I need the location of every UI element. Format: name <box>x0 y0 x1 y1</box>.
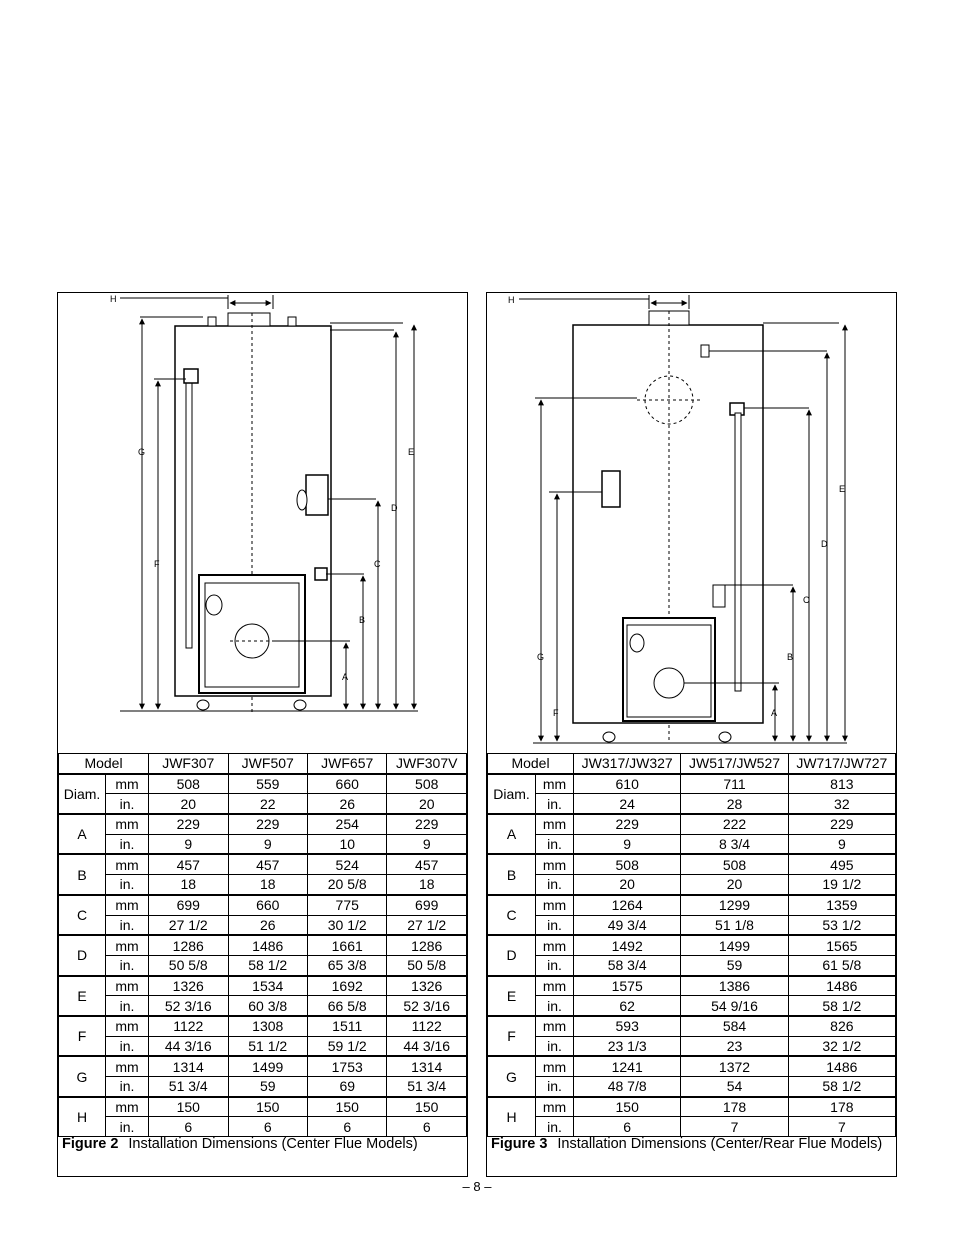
table-row <box>59 1077 467 1097</box>
dimension-label: C <box>488 895 536 935</box>
dimension-label: E <box>488 976 536 1016</box>
value-cell: 660 <box>228 895 307 915</box>
unit-cell: mm <box>536 774 574 794</box>
table-row <box>59 976 467 996</box>
value-cell: 58 3/4 <box>574 955 681 975</box>
model-column-header: JWF307 <box>149 754 228 774</box>
dimension-label: D <box>488 935 536 975</box>
dim-label-f: F <box>553 708 559 718</box>
unit-cell: in. <box>536 915 574 935</box>
dim-label-c: C <box>374 559 381 569</box>
table-row <box>488 854 896 874</box>
unit-cell: mm <box>106 774 149 794</box>
value-cell: 24 <box>574 794 681 814</box>
value-cell: 1661 <box>307 935 386 955</box>
value-cell: 610 <box>574 774 681 794</box>
dimension-label: B <box>59 854 106 894</box>
table-row <box>488 895 896 915</box>
value-cell: 150 <box>387 1097 467 1117</box>
value-cell: 559 <box>228 774 307 794</box>
value-cell: 18 <box>228 875 307 895</box>
figure-number: Figure 3 <box>491 1136 548 1152</box>
unit-cell: mm <box>106 895 149 915</box>
value-cell: 699 <box>149 895 228 915</box>
value-cell: 1492 <box>574 935 681 955</box>
dim-label-b: B <box>359 615 366 625</box>
value-cell: 65 3/8 <box>307 955 386 975</box>
unit-cell: in. <box>536 875 574 895</box>
value-cell: 508 <box>574 854 681 874</box>
value-cell: 150 <box>574 1097 681 1117</box>
value-cell: 229 <box>387 814 467 834</box>
table-row <box>488 794 896 814</box>
unit-cell: mm <box>536 854 574 874</box>
value-cell: 59 <box>228 1077 307 1097</box>
dim-label-b: B <box>787 652 794 662</box>
value-cell: 69 <box>307 1077 386 1097</box>
unit-cell: mm <box>536 1097 574 1117</box>
value-cell: 1286 <box>387 935 467 955</box>
value-cell: 1499 <box>681 935 788 955</box>
value-cell: 584 <box>681 1016 788 1036</box>
dimension-label: B <box>488 854 536 894</box>
unit-cell: mm <box>106 976 149 996</box>
value-cell: 51 1/2 <box>228 1036 307 1056</box>
unit-cell: mm <box>536 895 574 915</box>
value-cell: 222 <box>681 814 788 834</box>
unit-cell: in. <box>536 1117 574 1137</box>
value-cell: 52 3/16 <box>149 996 228 1016</box>
table-row <box>488 774 896 794</box>
center-rear-flue-heater-diagram <box>487 293 895 753</box>
value-cell: 28 <box>681 794 788 814</box>
value-cell: 54 <box>681 1077 788 1097</box>
dimension-label: C <box>59 895 106 935</box>
figure-title: Installation Dimensions (Center Flue Models) <box>128 1136 418 1152</box>
dimension-label: Diam. <box>488 774 536 814</box>
value-cell: 59 <box>681 955 788 975</box>
value-cell: 229 <box>228 814 307 834</box>
value-cell: 58 1/2 <box>788 1077 895 1097</box>
unit-cell: in. <box>106 915 149 935</box>
model-header: Model <box>488 754 574 774</box>
dimensions-table-right <box>487 753 896 1137</box>
figure-title: Installation Dimensions (Center/Rear Flue Models) <box>557 1136 883 1152</box>
value-cell: 593 <box>574 1016 681 1036</box>
value-cell: 50 5/8 <box>149 955 228 975</box>
unit-cell: mm <box>106 814 149 834</box>
value-cell: 23 <box>681 1036 788 1056</box>
unit-cell: in. <box>536 834 574 854</box>
value-cell: 26 <box>307 794 386 814</box>
table-row <box>488 996 896 1016</box>
value-cell: 711 <box>681 774 788 794</box>
table-row <box>488 1077 896 1097</box>
dimension-label: D <box>59 935 106 975</box>
dim-label-h: H <box>508 295 515 305</box>
dimension-label: H <box>59 1097 106 1137</box>
value-cell: 49 3/4 <box>574 915 681 935</box>
unit-cell: in. <box>106 1036 149 1056</box>
table-header-row <box>488 754 896 774</box>
unit-cell: mm <box>536 935 574 955</box>
value-cell: 7 <box>681 1117 788 1137</box>
value-cell: 20 5/8 <box>307 875 386 895</box>
value-cell: 20 <box>149 794 228 814</box>
value-cell: 524 <box>307 854 386 874</box>
unit-cell: in. <box>106 955 149 975</box>
page-number: – 8 – <box>462 1179 492 1194</box>
table-row <box>488 1016 896 1036</box>
dim-label-d: D <box>391 503 398 513</box>
unit-cell: in. <box>106 794 149 814</box>
value-cell: 9 <box>574 834 681 854</box>
table-row <box>488 915 896 935</box>
value-cell: 775 <box>307 895 386 915</box>
unit-cell: in. <box>536 794 574 814</box>
value-cell: 50 5/8 <box>387 955 467 975</box>
table-row <box>59 955 467 975</box>
dimension-label: A <box>59 814 106 854</box>
value-cell: 51 3/4 <box>149 1077 228 1097</box>
value-cell: 6 <box>228 1117 307 1137</box>
value-cell: 1314 <box>149 1056 228 1076</box>
table-row <box>59 1056 467 1076</box>
table-row <box>59 1117 467 1137</box>
value-cell: 1499 <box>228 1056 307 1076</box>
value-cell: 254 <box>307 814 386 834</box>
value-cell: 1486 <box>788 976 895 996</box>
value-cell: 813 <box>788 774 895 794</box>
value-cell: 1122 <box>149 1016 228 1036</box>
value-cell: 229 <box>788 814 895 834</box>
table-row <box>488 834 896 854</box>
table-row <box>59 915 467 935</box>
unit-cell: in. <box>106 996 149 1016</box>
figure-2-panel <box>57 292 468 1177</box>
dim-label-e: E <box>839 484 846 494</box>
table-row <box>59 814 467 834</box>
value-cell: 58 1/2 <box>228 955 307 975</box>
dim-label-e: E <box>408 447 415 457</box>
value-cell: 26 <box>228 915 307 935</box>
value-cell: 51 1/8 <box>681 915 788 935</box>
dim-label-a: A <box>342 672 349 682</box>
value-cell: 6 <box>387 1117 467 1137</box>
table-row <box>488 814 896 834</box>
unit-cell: mm <box>106 854 149 874</box>
model-column-header: JWF307V <box>387 754 467 774</box>
dimension-label: A <box>488 814 536 854</box>
value-cell: 1299 <box>681 895 788 915</box>
value-cell: 826 <box>788 1016 895 1036</box>
center-flue-heater-diagram <box>58 293 466 753</box>
value-cell: 44 3/16 <box>149 1036 228 1056</box>
value-cell: 48 7/8 <box>574 1077 681 1097</box>
dim-label-a: A <box>771 708 778 718</box>
value-cell: 32 <box>788 794 895 814</box>
model-column-header: JWF657 <box>307 754 386 774</box>
unit-cell: mm <box>536 1016 574 1036</box>
value-cell: 51 3/4 <box>387 1077 467 1097</box>
value-cell: 9 <box>387 834 467 854</box>
value-cell: 1359 <box>788 895 895 915</box>
value-cell: 1534 <box>228 976 307 996</box>
table-row <box>59 834 467 854</box>
figure-caption <box>62 1135 461 1154</box>
dimension-label: F <box>59 1016 106 1056</box>
value-cell: 22 <box>228 794 307 814</box>
value-cell: 18 <box>149 875 228 895</box>
value-cell: 660 <box>307 774 386 794</box>
table-row <box>59 1036 467 1056</box>
value-cell: 1314 <box>387 1056 467 1076</box>
value-cell: 150 <box>307 1097 386 1117</box>
value-cell: 30 1/2 <box>307 915 386 935</box>
value-cell: 52 3/16 <box>387 996 467 1016</box>
table-row <box>488 1036 896 1056</box>
value-cell: 1241 <box>574 1056 681 1076</box>
value-cell: 457 <box>149 854 228 874</box>
unit-cell: in. <box>106 1117 149 1137</box>
unit-cell: mm <box>106 1016 149 1036</box>
value-cell: 150 <box>228 1097 307 1117</box>
value-cell: 10 <box>307 834 386 854</box>
value-cell: 62 <box>574 996 681 1016</box>
value-cell: 699 <box>387 895 467 915</box>
table-row <box>488 1117 896 1137</box>
model-header: Model <box>59 754 149 774</box>
value-cell: 1264 <box>574 895 681 915</box>
value-cell: 1575 <box>574 976 681 996</box>
value-cell: 32 1/2 <box>788 1036 895 1056</box>
value-cell: 229 <box>574 814 681 834</box>
value-cell: 1122 <box>387 1016 467 1036</box>
dimension-label: E <box>59 976 106 1016</box>
table-row <box>59 935 467 955</box>
figure-number: Figure 2 <box>62 1136 119 1152</box>
value-cell: 1511 <box>307 1016 386 1036</box>
value-cell: 9 <box>788 834 895 854</box>
dimension-label: G <box>488 1056 536 1096</box>
value-cell: 20 <box>574 875 681 895</box>
table-row <box>488 935 896 955</box>
value-cell: 508 <box>681 854 788 874</box>
value-cell: 495 <box>788 854 895 874</box>
value-cell: 19 1/2 <box>788 875 895 895</box>
model-column-header: JW517/JW527 <box>681 754 788 774</box>
value-cell: 66 5/8 <box>307 996 386 1016</box>
value-cell: 27 1/2 <box>149 915 228 935</box>
dimension-label: G <box>59 1056 106 1096</box>
value-cell: 1692 <box>307 976 386 996</box>
table-row <box>59 1016 467 1036</box>
value-cell: 23 1/3 <box>574 1036 681 1056</box>
unit-cell: mm <box>536 1056 574 1076</box>
dim-label-g: G <box>537 652 545 662</box>
unit-cell: mm <box>536 814 574 834</box>
table-row <box>488 976 896 996</box>
table-row <box>59 1097 467 1117</box>
unit-cell: in. <box>106 834 149 854</box>
dim-label-g: G <box>138 447 146 457</box>
value-cell: 1372 <box>681 1056 788 1076</box>
value-cell: 20 <box>681 875 788 895</box>
unit-cell: in. <box>536 996 574 1016</box>
unit-cell: in. <box>106 1077 149 1097</box>
table-row <box>59 774 467 794</box>
unit-cell: in. <box>536 1077 574 1097</box>
table-row <box>488 875 896 895</box>
value-cell: 44 3/16 <box>387 1036 467 1056</box>
value-cell: 59 1/2 <box>307 1036 386 1056</box>
value-cell: 229 <box>149 814 228 834</box>
value-cell: 6 <box>307 1117 386 1137</box>
table-row <box>59 996 467 1016</box>
value-cell: 58 1/2 <box>788 996 895 1016</box>
model-column-header: JWF507 <box>228 754 307 774</box>
dimension-label: F <box>488 1016 536 1056</box>
unit-cell: mm <box>536 976 574 996</box>
unit-cell: mm <box>106 1056 149 1076</box>
table-row <box>488 1097 896 1117</box>
value-cell: 1753 <box>307 1056 386 1076</box>
value-cell: 1326 <box>149 976 228 996</box>
value-cell: 1486 <box>788 1056 895 1076</box>
model-column-header: JW317/JW327 <box>574 754 681 774</box>
value-cell: 6 <box>149 1117 228 1137</box>
dim-label-d: D <box>821 539 828 549</box>
model-column-header: JW717/JW727 <box>788 754 895 774</box>
value-cell: 1565 <box>788 935 895 955</box>
value-cell: 9 <box>149 834 228 854</box>
unit-cell: mm <box>106 1097 149 1117</box>
dim-label-c: C <box>803 595 810 605</box>
value-cell: 8 3/4 <box>681 834 788 854</box>
table-row <box>59 895 467 915</box>
figure-caption <box>491 1135 890 1154</box>
figure-3-panel <box>486 292 897 1177</box>
value-cell: 1486 <box>228 935 307 955</box>
value-cell: 178 <box>681 1097 788 1117</box>
unit-cell: in. <box>536 955 574 975</box>
unit-cell: in. <box>536 1036 574 1056</box>
dim-label-h: H <box>110 294 117 304</box>
table-row <box>59 854 467 874</box>
table-row <box>488 1056 896 1076</box>
dimension-label: H <box>488 1097 536 1137</box>
value-cell: 6 <box>574 1117 681 1137</box>
value-cell: 508 <box>387 774 467 794</box>
value-cell: 20 <box>387 794 467 814</box>
value-cell: 178 <box>788 1097 895 1117</box>
value-cell: 457 <box>228 854 307 874</box>
value-cell: 53 1/2 <box>788 915 895 935</box>
value-cell: 18 <box>387 875 467 895</box>
value-cell: 1326 <box>387 976 467 996</box>
value-cell: 150 <box>149 1097 228 1117</box>
value-cell: 9 <box>228 834 307 854</box>
dim-label-f: F <box>154 559 160 569</box>
value-cell: 457 <box>387 854 467 874</box>
dimensions-table-left <box>58 753 467 1137</box>
value-cell: 54 9/16 <box>681 996 788 1016</box>
value-cell: 1386 <box>681 976 788 996</box>
table-row <box>59 875 467 895</box>
dimension-label: Diam. <box>59 774 106 814</box>
value-cell: 60 3/8 <box>228 996 307 1016</box>
table-row <box>59 794 467 814</box>
unit-cell: in. <box>106 875 149 895</box>
unit-cell: mm <box>106 935 149 955</box>
value-cell: 508 <box>149 774 228 794</box>
table-header-row <box>59 754 467 774</box>
value-cell: 7 <box>788 1117 895 1137</box>
table-row <box>488 955 896 975</box>
value-cell: 1286 <box>149 935 228 955</box>
value-cell: 27 1/2 <box>387 915 467 935</box>
value-cell: 1308 <box>228 1016 307 1036</box>
value-cell: 61 5/8 <box>788 955 895 975</box>
